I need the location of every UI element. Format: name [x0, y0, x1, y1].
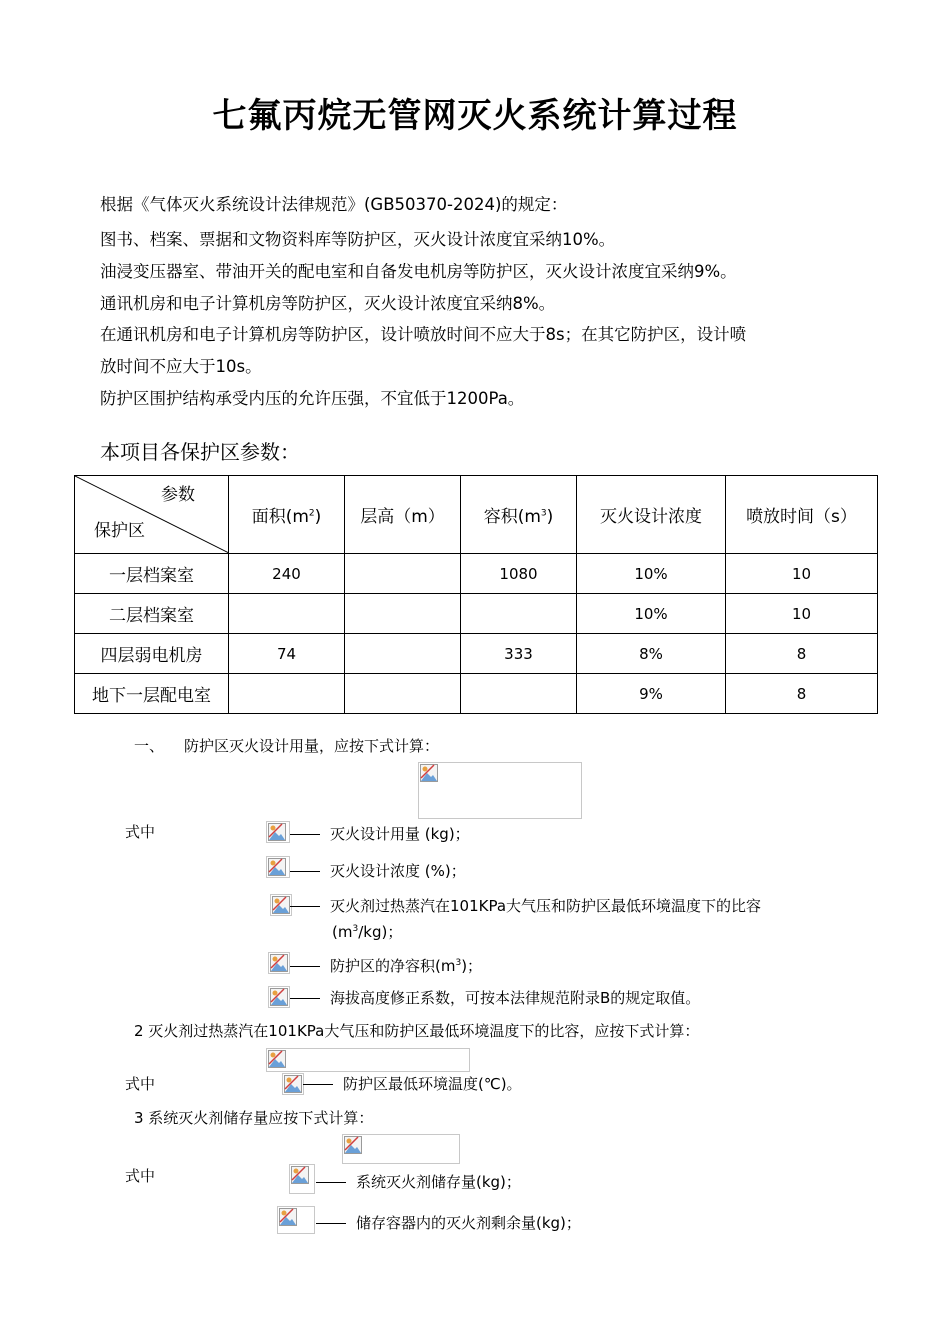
volume-cell: [461, 674, 577, 714]
table-row: [75, 634, 878, 674]
def-t: 防护区最低环境温度(℃)。: [303, 1073, 522, 1094]
symbol-w0-image: [289, 1164, 315, 1194]
def-w0: 系统灭火剂储存量(kg)；: [316, 1171, 521, 1192]
symbol-v-image: [268, 952, 290, 974]
table-row: [75, 554, 878, 594]
params-heading: 本项目各保护区参数：: [100, 440, 300, 464]
col-concentration: 灭火设计浓度: [577, 476, 726, 554]
where-label: 式中: [125, 1167, 156, 1185]
table-header-row: [75, 476, 878, 554]
intro-line: 防护区围护结构承受内压的允许压强，不宜低于1200Pa。: [100, 389, 525, 408]
time-cell: 8: [726, 674, 878, 714]
broken-image-icon: [279, 1208, 297, 1226]
def-s: 灭火剂过热蒸汽在101KPa大气压和防护区最低环境温度下的比容: [290, 895, 761, 916]
conc-cell: 8%: [577, 634, 726, 674]
broken-image-icon: [344, 1136, 362, 1154]
zone-cell: 四层弱电机房: [75, 634, 229, 674]
broken-image-icon: [268, 823, 286, 841]
broken-image-icon: [272, 896, 290, 914]
conc-cell: 9%: [577, 674, 726, 714]
symbol-dw-image: [277, 1206, 315, 1234]
def-c: 灭火设计浓度 (%)；: [290, 860, 466, 881]
zone-cell: 地下一层配电室: [75, 674, 229, 714]
zone-cell: 二层档案室: [75, 594, 229, 634]
broken-image-icon: [268, 858, 286, 876]
broken-image-icon: [268, 1050, 286, 1068]
area-cell: [229, 674, 345, 714]
area-cell: 74: [229, 634, 345, 674]
intro-line: 通讯机房和电子计算机房等防护区，灭火设计浓度宜采纳8%。: [100, 294, 556, 313]
time-cell: 8: [726, 634, 878, 674]
def-dw: 储存容器内的灭火剂剩余量(kg)；: [316, 1212, 581, 1233]
broken-image-icon: [420, 764, 438, 782]
col-height: 层高（m）: [345, 476, 461, 554]
intro-line: 图书、档案、票据和文物资料库等防护区，灭火设计浓度宜采纳10%。: [100, 230, 616, 249]
area-cell: [229, 594, 345, 634]
col-time: 喷放时间（s）: [726, 476, 878, 554]
col-area: 面积$(m^2)$: [229, 476, 345, 554]
broken-image-icon: [270, 954, 288, 972]
section2-heading: 2 灭火剂过热蒸汽在101KPa大气压和防护区最低环境温度下的比容，应按下式计算：: [134, 1022, 700, 1040]
symbol-s-image: [270, 894, 292, 916]
corner-cell: [75, 476, 229, 554]
def-k: 海拔高度修正系数，可按本法律规范附录B的规定取值。: [290, 987, 700, 1008]
broken-image-icon: [284, 1075, 302, 1093]
col-volume: 容积$(m^3)$: [461, 476, 577, 554]
symbol-w-image: [266, 821, 290, 843]
formula2-image: [266, 1048, 470, 1072]
time-cell: 10: [726, 554, 878, 594]
corner-bottom-label: 保护区: [94, 521, 145, 541]
height-cell: [345, 634, 461, 674]
symbol-c-image: [266, 856, 290, 878]
intro-line: 在通讯机房和电子计算机房等防护区，设计喷放时间不应大于8s；在其它防护区，设计喷: [100, 325, 747, 344]
formula1-image: [418, 762, 582, 819]
time-cell: 10: [726, 594, 878, 634]
corner-top-label: 参数: [161, 485, 195, 505]
zone-cell: 一层档案室: [75, 554, 229, 594]
broken-image-icon: [270, 988, 288, 1006]
volume-cell: 1080: [461, 554, 577, 594]
intro-line: 油浸变压器室、带油开关的配电室和自备发电机房等防护区，灭火设计浓度宜采纳9%。: [100, 262, 737, 281]
section3-heading: 3 系统灭火剂储存量应按下式计算：: [134, 1109, 374, 1127]
intro-line: 根据《气体灭火系统设计法律规范》(GB50370-2024)的规定：: [100, 195, 568, 214]
def-w: 灭火设计用量 (kg)；: [290, 823, 470, 844]
where-label: 式中: [125, 1075, 156, 1093]
where-label: 式中: [125, 823, 156, 841]
table-row: [75, 674, 878, 714]
area-cell: 240: [229, 554, 345, 594]
volume-cell: [461, 594, 577, 634]
height-cell: [345, 554, 461, 594]
def-v: 防护区的净容积$(m^3)$；: [290, 955, 482, 976]
params-table: [74, 475, 878, 714]
height-cell: [345, 594, 461, 634]
conc-cell: 10%: [577, 594, 726, 634]
symbol-k-image: [268, 986, 290, 1008]
formula3-image: [342, 1134, 460, 1164]
conc-cell: 10%: [577, 554, 726, 594]
symbol-t-image: [282, 1073, 304, 1095]
diagonal-line: [75, 476, 229, 553]
def-s-unit: $(m^3/kg)$；: [332, 923, 403, 941]
broken-image-icon: [291, 1166, 309, 1184]
section1-number: 一、: [134, 737, 165, 755]
section1-heading: 防护区灭火设计用量，应按下式计算：: [184, 737, 440, 755]
table-row: [75, 594, 878, 634]
volume-cell: 333: [461, 634, 577, 674]
page-title: 七氟丙烷无管网灭火系统计算过程: [212, 96, 738, 136]
height-cell: [345, 674, 461, 714]
intro-line: 放时间不应大于10s。: [100, 357, 262, 376]
